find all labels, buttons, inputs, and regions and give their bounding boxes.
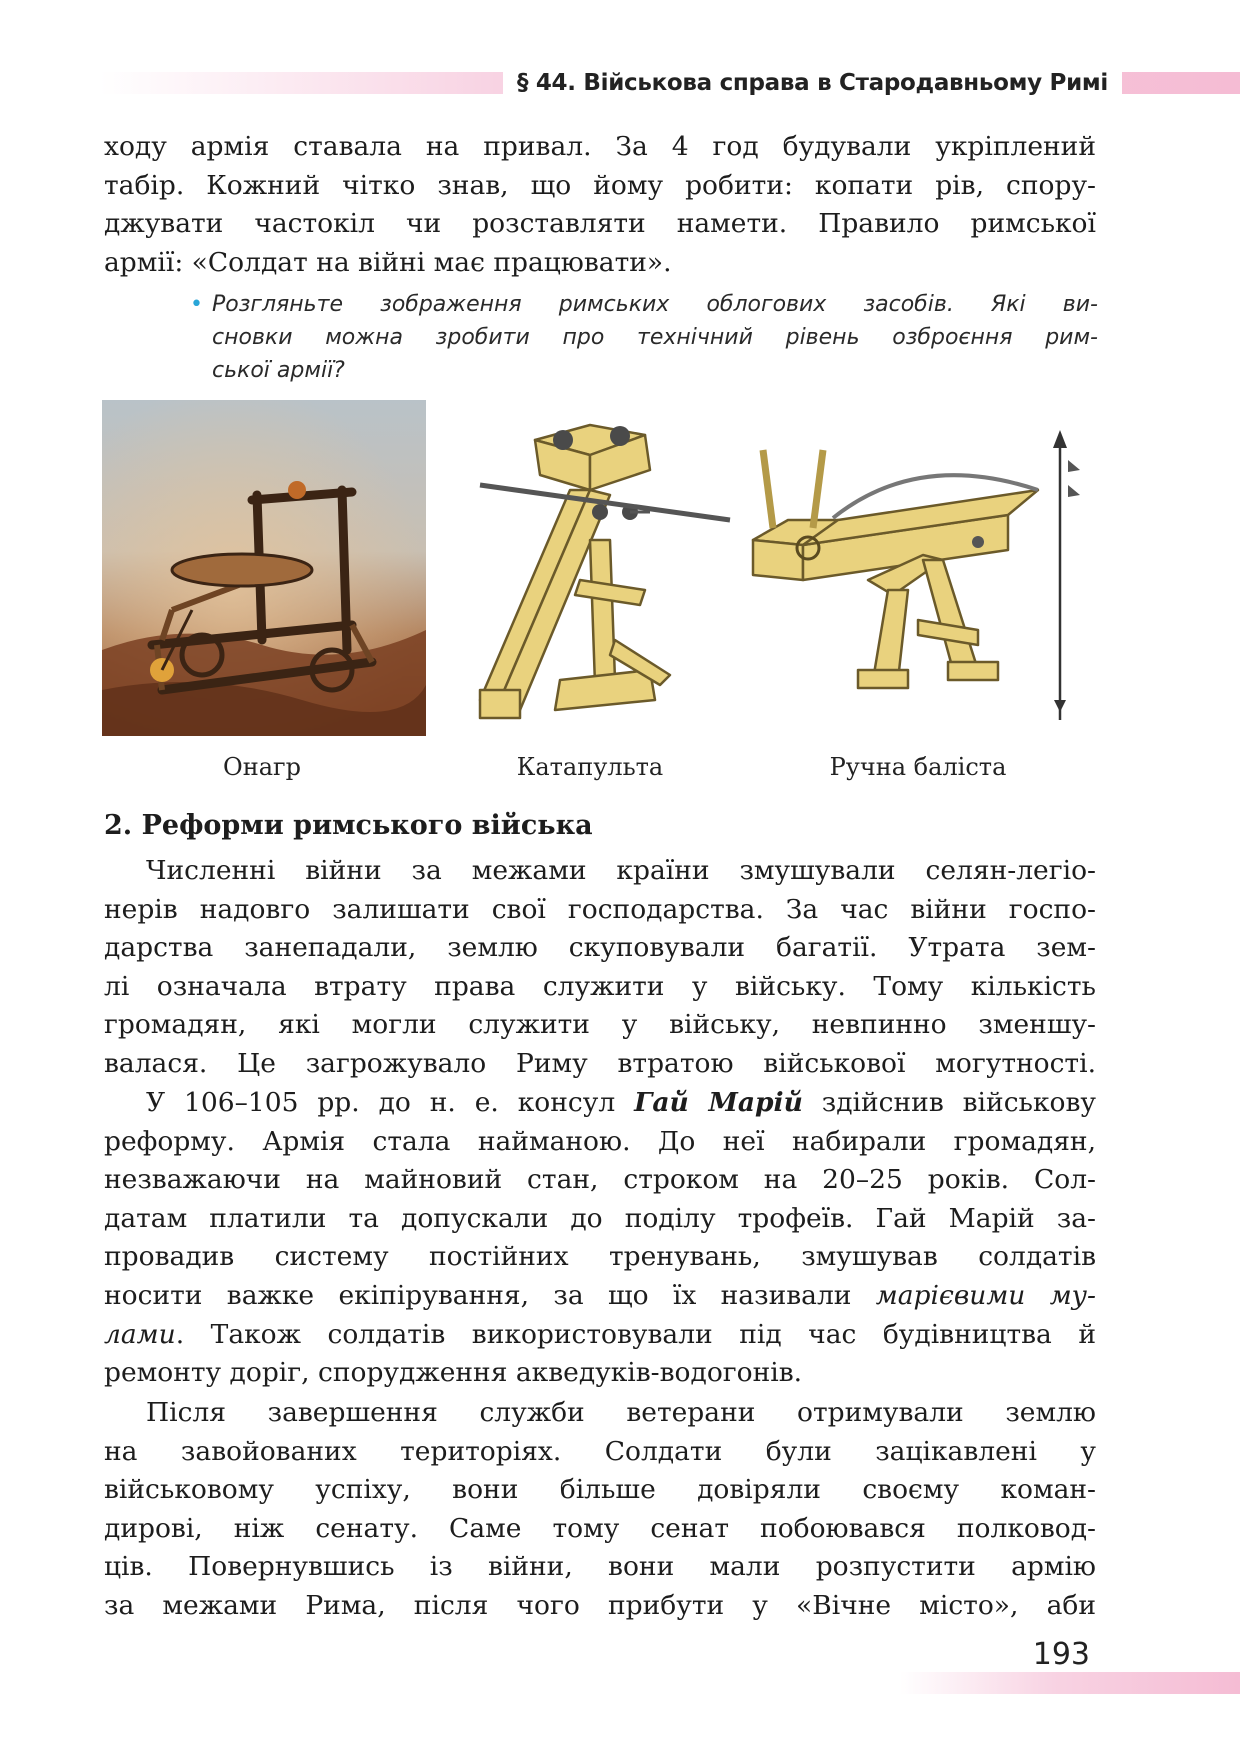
text-line: на завойованих територіях. Солдати були зацікавлені у bbox=[104, 1435, 1096, 1467]
text-line bbox=[104, 1084, 1096, 1123]
text-line: дирові, ніж сенату. Саме тому сенат побоювався полковод- bbox=[104, 1512, 1096, 1544]
question-line: Розгляньте зображення римських облогових засобів. Які ви- bbox=[212, 292, 1098, 317]
text-span: носити важке екіпірування, за що їх називали bbox=[104, 1279, 876, 1311]
figure-caption-onager: Онагр bbox=[223, 753, 301, 781]
bullet-icon: • bbox=[190, 292, 203, 317]
text-line: за межами Рима, після чого прибути у «Вічне місто», аби bbox=[104, 1589, 1096, 1621]
text-line bbox=[104, 1277, 1096, 1316]
hand-ballista-image bbox=[748, 430, 1088, 720]
term-marius-mules: марієвими му- bbox=[875, 1279, 1096, 1311]
term-marius-mules-end: лами bbox=[104, 1318, 176, 1350]
text-line: нерів надовго залишати свої господарства. За час війни госпо- bbox=[104, 893, 1096, 925]
text-line bbox=[104, 1316, 1096, 1355]
intro-paragraph bbox=[104, 128, 1096, 282]
paragraph-3 bbox=[104, 1394, 1096, 1626]
text-line: дарства занепадали, землю скуповували багатії. Утрата зем- bbox=[104, 932, 1096, 964]
paragraph-1 bbox=[104, 852, 1096, 1084]
running-header: § 44. Військова справа в Стародавньому Римі bbox=[503, 68, 1122, 98]
text-line: незважаючи на майновий стан, строком на 20–25 років. Сол- bbox=[104, 1164, 1096, 1196]
catapult-image bbox=[440, 400, 740, 740]
text-line: Після завершення служби ветерани отримували землю bbox=[146, 1397, 1096, 1428]
paragraph-2 bbox=[104, 1084, 1096, 1393]
section-heading: 2. Реформи римського війська bbox=[104, 810, 593, 841]
person-name-gaius-marius: Гай Марій bbox=[634, 1087, 803, 1118]
figure-caption-hand-ballista: Ручна баліста bbox=[829, 753, 1007, 781]
text-line: провадив систему постійних тренувань, змушував солдатів bbox=[104, 1241, 1096, 1273]
text-line: військовому успіху, вони більше довіряли своєму коман- bbox=[104, 1474, 1096, 1506]
text-line: Численні війни за межами країни змушували селян-легіо- bbox=[146, 855, 1096, 886]
text-line: ців. Повернувшись із війни, вони мали розпустити армію bbox=[104, 1551, 1096, 1583]
question-block bbox=[190, 288, 1098, 387]
text-line: лі означала втрату права служити у війську. Тому кількість bbox=[104, 970, 1096, 1002]
text-span: . Також солдатів використовували під час будівництва й bbox=[175, 1318, 1096, 1350]
question-line: сновки можна зробити про технічний рівень озброєння рим- bbox=[212, 325, 1098, 350]
text-span: здійснив військову bbox=[802, 1087, 1096, 1118]
text-line: ходу армія ставала на привал. За 4 год будували укріплений bbox=[104, 131, 1096, 162]
text-line: табір. Кожний чітко знав, що йому робити: копати рів, спору- bbox=[104, 169, 1096, 201]
footer-decor-band bbox=[900, 1672, 1240, 1694]
text-line: валася. Це загрожувало Риму втратою військової могутності. bbox=[104, 1047, 1096, 1079]
text-line: ремонту доріг, спорудження акведуків-водогонів. bbox=[104, 1357, 803, 1389]
text-span: У 106–105 рр. до н. е. консул bbox=[146, 1087, 635, 1118]
page-number: 193 bbox=[1032, 1637, 1090, 1672]
question-line: ської армії? bbox=[212, 358, 345, 383]
text-line: реформу. Армія стала найманою. До неї набирали громадян, bbox=[104, 1125, 1096, 1157]
text-line: громадян, які могли служити у війську, невпинно зменшу- bbox=[104, 1009, 1096, 1041]
text-line: датам платили та допускали до поділу трофеїв. Гай Марій за- bbox=[104, 1202, 1096, 1234]
figure-caption-catapult: Катапульта bbox=[516, 753, 664, 781]
onager-image bbox=[102, 400, 426, 736]
text-line: джувати частокіл чи розставляти намети. Правило римської bbox=[104, 208, 1096, 240]
text-line: армії: «Солдат на війні має працювати». bbox=[104, 246, 672, 278]
